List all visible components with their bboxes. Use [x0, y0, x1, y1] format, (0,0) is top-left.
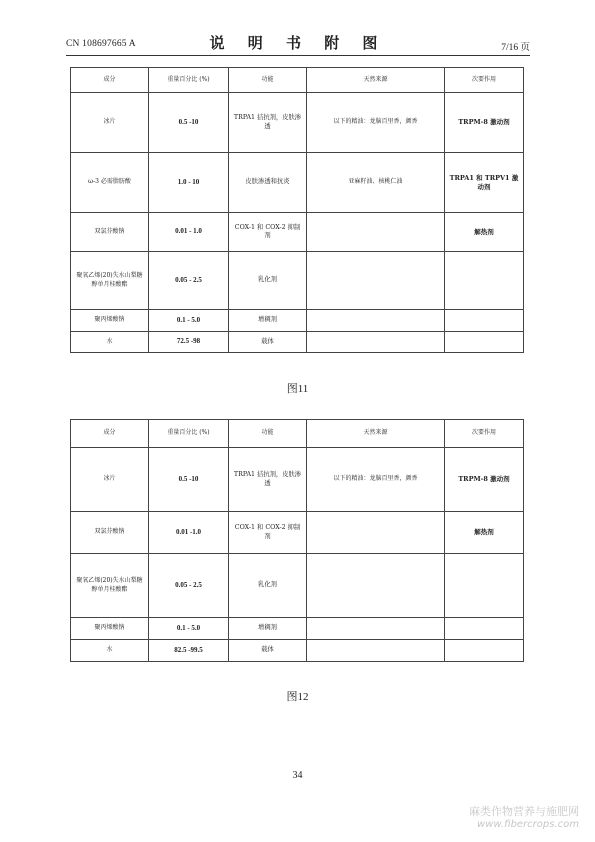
cell-weight: 0.1 - 5.0: [149, 310, 229, 332]
cell-source: 以下的精油：龙脑百里香，颜香: [307, 93, 445, 153]
cell-weight: 0.05 - 2.5: [149, 252, 229, 310]
table-row: [71, 640, 524, 662]
patent-number: CN 108697665 A: [66, 39, 136, 49]
watermark: [469, 803, 579, 830]
cell-secondary: TRPM-8 激动剂: [445, 93, 524, 153]
cell-ingredient: ω-3 必需脂肪酸: [71, 153, 149, 213]
column-header: 天然来源: [307, 68, 445, 93]
cell-source: [307, 213, 445, 252]
cell-secondary: [445, 310, 524, 332]
table-row: [71, 213, 524, 252]
composition-table-fig12: [70, 419, 524, 662]
cell-function: 乳化剂: [229, 252, 307, 310]
cell-weight: 0.5 -10: [149, 448, 229, 512]
figure-caption: 图11: [286, 383, 309, 395]
cell-weight: 72.5 -98: [149, 332, 229, 353]
table-row: [71, 512, 524, 554]
table-row: [71, 618, 524, 640]
cell-weight: 82.5 -99.5: [149, 640, 229, 662]
cell-function: TRPA1 拮抗剂，皮肤渗透: [229, 93, 307, 153]
column-header: 成分: [71, 68, 149, 93]
cell-source: [307, 640, 445, 662]
column-header: 次要作用: [445, 420, 524, 448]
column-header: 功能: [229, 68, 307, 93]
cell-ingredient: 聚丙烯酸钠: [71, 618, 149, 640]
watermark-site-name: 麻类作物营养与施肥网: [469, 805, 579, 818]
table-row: [71, 554, 524, 618]
header-divider: [66, 55, 530, 56]
cell-ingredient: 双氯芬酸钠: [71, 213, 149, 252]
cell-ingredient: 冰片: [71, 93, 149, 153]
cell-weight: 1.0 - 10: [149, 153, 229, 213]
page-index: 7/16 页: [501, 43, 530, 53]
cell-secondary: [445, 332, 524, 353]
table-row: [71, 252, 524, 310]
cell-source: 亚麻籽油、核桃仁油: [307, 153, 445, 213]
column-header: 天然来源: [307, 420, 445, 448]
cell-function: 皮肤渗透和抗炎: [229, 153, 307, 213]
cell-ingredient: 聚丙烯酸钠: [71, 310, 149, 332]
column-header: 成分: [71, 420, 149, 448]
cell-ingredient: 冰片: [71, 448, 149, 512]
cell-function: 增稠剂: [229, 618, 307, 640]
cell-secondary: 解热剂: [445, 213, 524, 252]
column-header: 功能: [229, 420, 307, 448]
watermark-url: www.fibercrops.com: [477, 819, 579, 830]
cell-secondary: TRPM-8 激动剂: [445, 448, 524, 512]
cell-source: [307, 332, 445, 353]
cell-source: [307, 512, 445, 554]
cell-secondary: [445, 618, 524, 640]
cell-secondary: 解热剂: [445, 512, 524, 554]
cell-secondary: [445, 640, 524, 662]
table-row: [71, 332, 524, 353]
composition-table-fig11: [70, 67, 524, 353]
cell-secondary: TRPA1 和 TRPV1 激动剂: [445, 153, 524, 213]
cell-ingredient: 双氯芬酸钠: [71, 512, 149, 554]
cell-function: 增稠剂: [229, 310, 307, 332]
cell-function: 乳化剂: [229, 554, 307, 618]
figure-caption: 图12: [286, 691, 309, 703]
column-header: 重量百分比 (%): [149, 68, 229, 93]
cell-function: 载体: [229, 332, 307, 353]
table-row: [71, 93, 524, 153]
table-row: [71, 310, 524, 332]
table-row: [71, 448, 524, 512]
table-header-row: [71, 68, 524, 93]
cell-function: COX-1 和 COX-2 抑制剂: [229, 213, 307, 252]
cell-ingredient: 水: [71, 332, 149, 353]
cell-secondary: [445, 252, 524, 310]
cell-source: [307, 554, 445, 618]
cell-source: 以下的精油：龙脑百里香，颜香: [307, 448, 445, 512]
cell-function: COX-1 和 COX-2 抑制剂: [229, 512, 307, 554]
cell-source: [307, 618, 445, 640]
cell-source: [307, 252, 445, 310]
column-header: 次要作用: [445, 68, 524, 93]
table-row: [71, 153, 524, 213]
table-header-row: [71, 420, 524, 448]
cell-weight: 0.05 - 2.5: [149, 554, 229, 618]
cell-ingredient: 水: [71, 640, 149, 662]
cell-function: 载体: [229, 640, 307, 662]
cell-weight: 0.01 - 1.0: [149, 213, 229, 252]
cell-secondary: [445, 554, 524, 618]
column-header: 重量百分比 (%): [149, 420, 229, 448]
cell-function: TRPA1 拮抗剂，皮肤渗透: [229, 448, 307, 512]
page-header: [66, 34, 530, 54]
page-title: 说 明 书 附 图: [209, 34, 387, 52]
cell-weight: 0.01 -1.0: [149, 512, 229, 554]
cell-weight: 0.5 -10: [149, 93, 229, 153]
cell-ingredient: 聚氧乙烯(20)失水山梨糖醇单月桂酸酯: [71, 252, 149, 310]
cell-ingredient: 聚氧乙烯(20)失水山梨糖醇单月桂酸酯: [71, 554, 149, 618]
cell-source: [307, 310, 445, 332]
page-number: 34: [292, 770, 303, 781]
cell-weight: 0.1 - 5.0: [149, 618, 229, 640]
